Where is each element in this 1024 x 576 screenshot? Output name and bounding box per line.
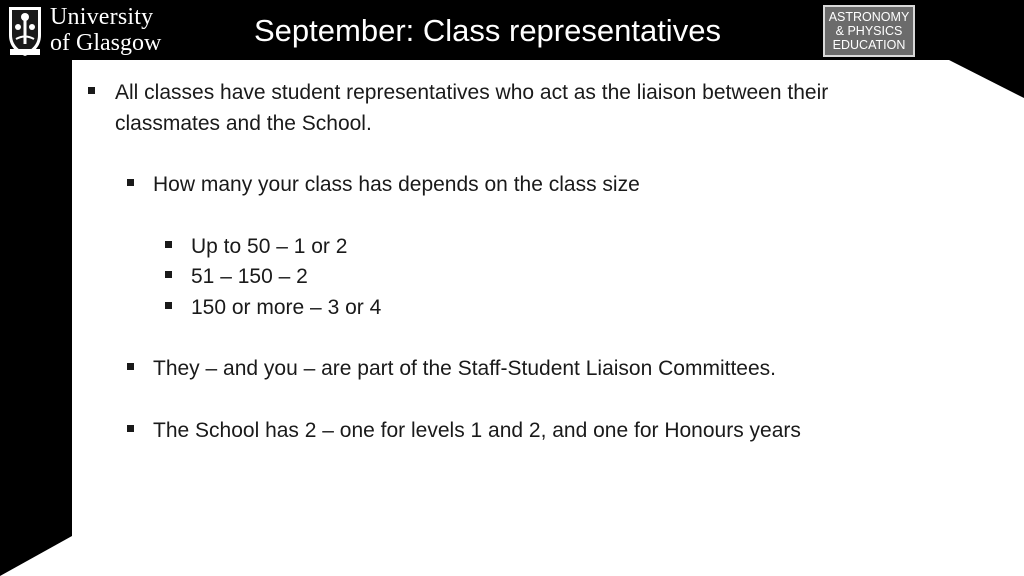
- university-line1: University: [50, 4, 154, 30]
- university-line2: of Glasgow: [50, 30, 162, 56]
- badge-line3: EDUCATION: [832, 38, 906, 52]
- astronomy-physics-badge: [823, 5, 915, 57]
- university-logo-text: [50, 4, 180, 56]
- header-bar: [0, 0, 1024, 60]
- square-bullet-icon: [127, 363, 134, 370]
- square-bullet-icon: [165, 241, 172, 248]
- list-item: [115, 77, 935, 139]
- list-item-text: How many your class has depends on the class size: [153, 173, 640, 196]
- list-item: [153, 353, 953, 384]
- slide-title: September: Class representatives: [254, 13, 721, 48]
- list-item-text: They – and you – are part of the Staff-Student Liaison Committees.: [153, 357, 776, 380]
- list-item: [191, 261, 891, 292]
- list-item: [153, 169, 953, 200]
- square-bullet-icon: [165, 302, 172, 309]
- square-bullet-icon: [127, 425, 134, 432]
- square-bullet-icon: [127, 179, 134, 186]
- list-item: [153, 415, 953, 446]
- list-item-text: All classes have student representatives who act as the liaison between their classmates and the School.: [115, 81, 829, 135]
- list-item-text: The School has 2 – one for levels 1 and 2, and one for Honours years: [153, 419, 801, 442]
- university-crest-icon: [7, 5, 43, 57]
- list-item: [191, 231, 891, 262]
- list-item-text: 51 – 150 – 2: [191, 265, 308, 288]
- list-item-text: 150 or more – 3 or 4: [191, 296, 382, 319]
- list-item: [191, 292, 891, 323]
- square-bullet-icon: [88, 87, 95, 94]
- badge-line1: ASTRONOMY: [828, 10, 910, 24]
- square-bullet-icon: [165, 271, 172, 278]
- badge-line2: & PHYSICS: [835, 24, 903, 38]
- corner-accent: [0, 536, 72, 576]
- list-item-text: Up to 50 – 1 or 2: [191, 235, 348, 258]
